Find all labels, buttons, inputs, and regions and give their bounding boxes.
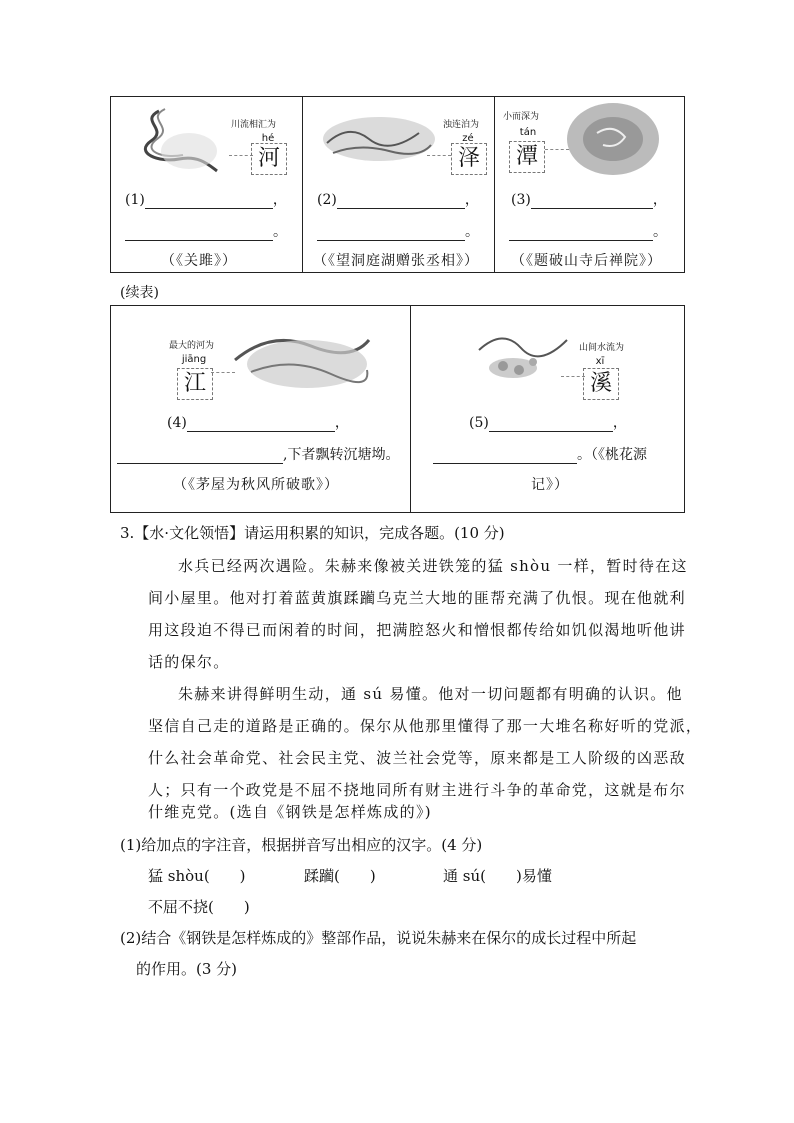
pinyin-label: hé <box>261 133 275 144</box>
pointer-dash <box>545 149 569 150</box>
poem-table-1 <box>110 96 685 273</box>
passage-line: 朱赫来讲得鲜明生动，通 sú 易懂。他对一切问题都有明确的认识。他 <box>178 685 683 703</box>
poem-source: （《题破山寺后禅院》） <box>511 253 662 269</box>
passage-line: 话的保尔。 <box>148 653 230 671</box>
stream-illustration <box>473 320 573 392</box>
passage-line: 什维克党。(选自《钢铁是怎样炼成的》) <box>148 803 432 821</box>
pointer-dash <box>561 376 585 377</box>
question-number: (2) <box>317 192 337 208</box>
answer-line-2: 。 <box>317 221 479 241</box>
answer-blank[interactable] <box>433 449 577 464</box>
answer-blank[interactable] <box>489 417 613 432</box>
table-cell-jiang <box>111 306 410 512</box>
character-box: 泽 <box>451 143 487 175</box>
passage-line: 什么社会革命党、社会民主党、波兰社会党等，原来都是工人阶级的凶恶敌 <box>148 749 686 767</box>
pointer-dash <box>211 372 235 373</box>
table-cell-he <box>111 97 302 272</box>
character-box: 河 <box>251 143 287 175</box>
sub-question-2-line2: 的作用。(3 分) <box>136 960 238 978</box>
question-number: (4) <box>167 415 187 431</box>
poem-source: （《茅屋为秋风所破歌》） <box>173 477 339 493</box>
pool-illustration <box>563 99 663 179</box>
question-number: (1) <box>125 192 145 208</box>
sub-question-1-item[interactable]: 通 sú( )易懂 <box>443 867 552 885</box>
question-3-title: 3.【水·文化领悟】请运用积累的知识，完成各题。(10 分) <box>120 524 505 542</box>
poem-source: （《望洞庭湖赠张丞相》） <box>313 253 479 269</box>
character-box: 溪 <box>583 368 619 400</box>
character-box: 江 <box>177 368 213 400</box>
answer-blank[interactable] <box>187 417 335 432</box>
table-cell-xi <box>410 306 684 512</box>
pinyin-label: xī <box>595 356 605 367</box>
table-cell-tan <box>494 97 684 272</box>
answer-blank[interactable] <box>317 226 465 241</box>
pinyin-label: zé <box>462 133 474 144</box>
sub-question-1-stem: (1)给加点的字注音，根据拼音写出相应的汉字。(4 分) <box>120 836 483 854</box>
passage-line: 人；只有一个政党是不屈不挠地同所有财主进行斗争的革命党，这就是布尔 <box>148 781 686 799</box>
illustration-caption: 川流相汇为 <box>231 120 277 130</box>
passage-line: 水兵已经两次遇险。朱赫来像被关进铁笼的猛 shòu 一样，暂时待在这 <box>178 557 688 575</box>
sub-question-1-item[interactable]: 猛 shòu( ) <box>148 867 246 885</box>
answer-blank[interactable] <box>509 226 653 241</box>
answer-blank[interactable] <box>337 194 465 209</box>
answer-blank[interactable] <box>531 194 653 209</box>
character-box: 潭 <box>509 141 545 173</box>
sub-question-2-line1: (2)结合《钢铁是怎样炼成的》整部作品，说说朱赫来在保尔的成长过程中所起 <box>120 929 637 947</box>
poem-table-2 <box>110 305 685 513</box>
poem-source: 记》） <box>531 477 569 493</box>
answer-line-1: (3) ， <box>511 192 667 208</box>
answer-line-1: (5) ， <box>469 415 627 431</box>
pointer-dash <box>229 155 253 156</box>
question-number: (5) <box>469 415 489 431</box>
passage-line: 坚信自己走的道路是正确的。保尔从他那里懂得了那一大堆名称好听的党派， <box>148 717 703 735</box>
answer-line-1: (2) ， <box>317 192 479 208</box>
answer-blank[interactable] <box>117 449 283 464</box>
marsh-illustration <box>319 103 439 173</box>
answer-line-1: (4) ， <box>167 415 349 431</box>
illustration-caption: 小而深为 <box>503 112 540 122</box>
answer-blank[interactable] <box>145 194 273 209</box>
sub-question-1-item[interactable]: 蹂躏( ) <box>304 867 376 885</box>
answer-line-2: ,下者飘转沉塘坳。 <box>117 444 399 464</box>
poem-source: （《关雎》） <box>161 253 237 269</box>
answer-line-1: (1) ， <box>125 192 287 208</box>
table-cell-ze <box>302 97 494 272</box>
river-illustration <box>129 101 219 179</box>
pinyin-label: tán <box>519 127 537 138</box>
river-jiang-illustration <box>231 320 371 396</box>
continued-label: (续表) <box>120 285 159 301</box>
answer-line-2: 。（《桃花源 <box>433 444 647 464</box>
question-number: (3) <box>511 192 531 208</box>
passage-line: 间小屋里。他对打着蓝黄旗蹂躏乌克兰大地的匪帮充满了仇恨。现在他就利 <box>148 589 686 607</box>
sub-question-1-item[interactable]: 不屈不挠( ) <box>148 898 250 916</box>
pinyin-label: jiāng <box>181 354 207 365</box>
answer-blank[interactable] <box>125 226 273 241</box>
illustration-caption: 浊连泊为 <box>443 120 480 130</box>
answer-line-2: 。 <box>125 221 287 241</box>
illustration-caption: 山间水流为 <box>579 343 625 353</box>
passage-line: 用这段迫不得已而闲着的时间，把满腔怒火和憎恨都传给如饥似渴地听他讲 <box>148 621 686 639</box>
illustration-caption: 最大的河为 <box>169 341 215 351</box>
answer-line-2: 。 <box>509 221 667 241</box>
pointer-dash <box>427 155 451 156</box>
